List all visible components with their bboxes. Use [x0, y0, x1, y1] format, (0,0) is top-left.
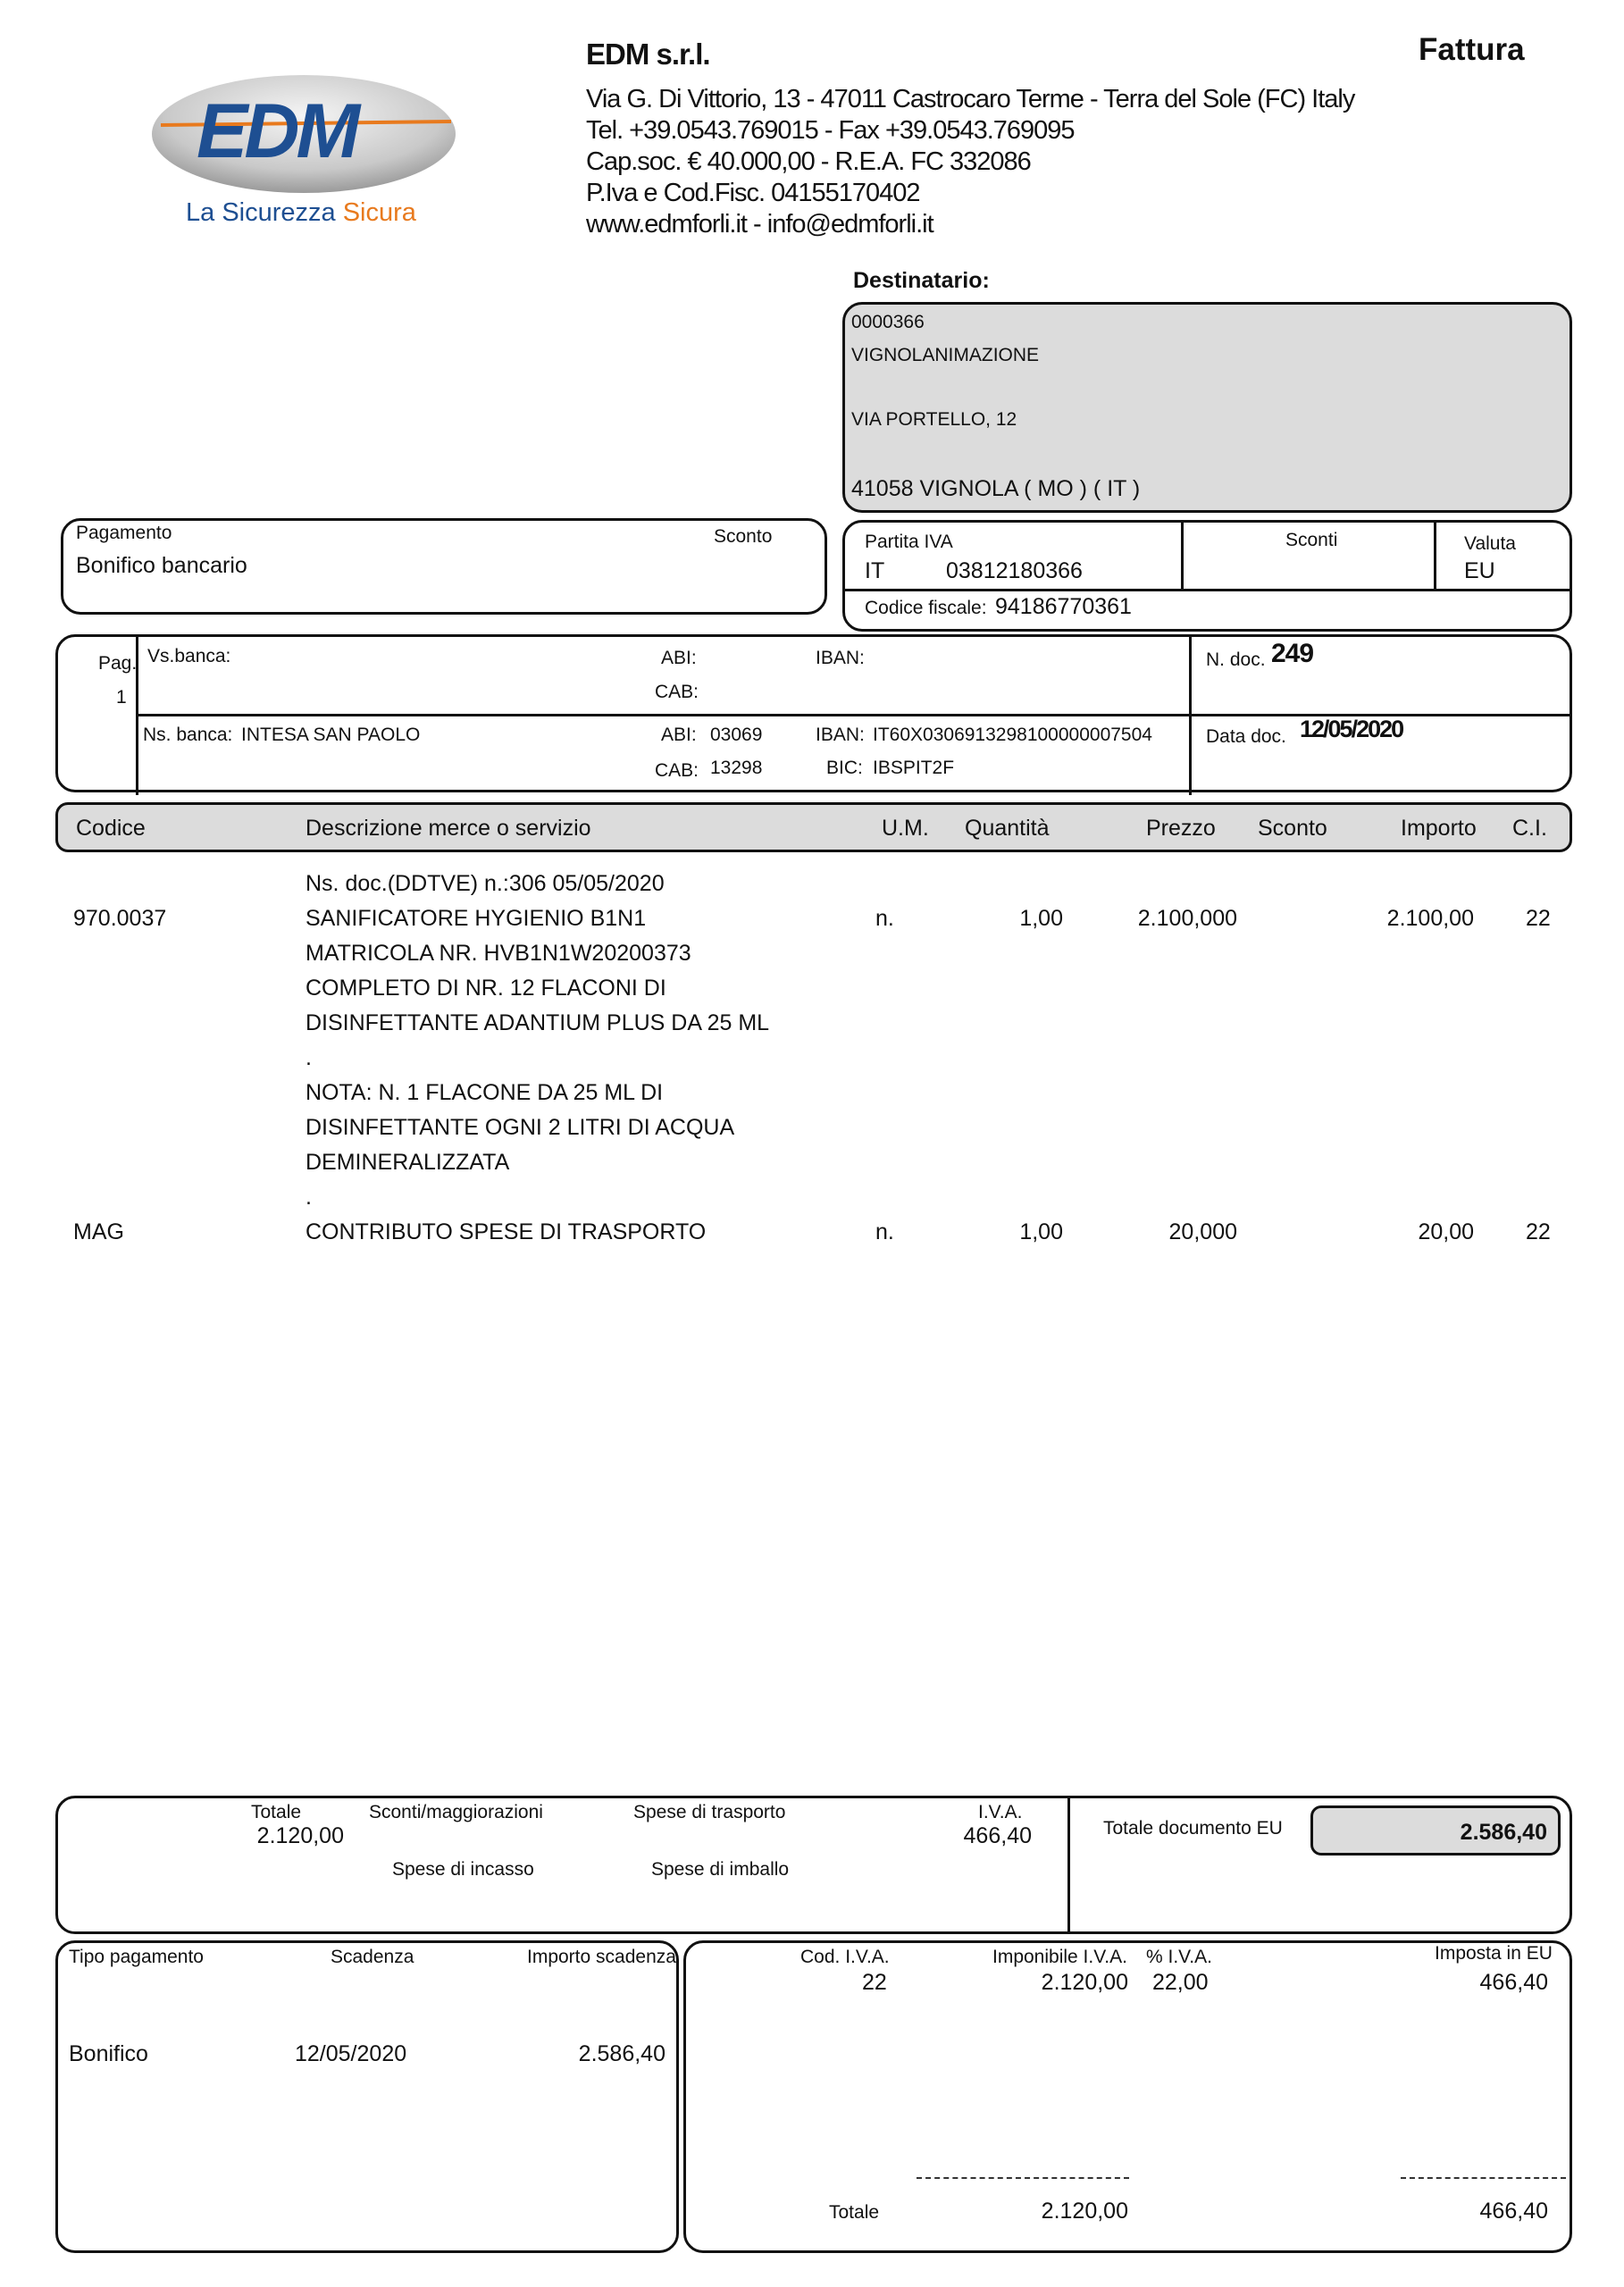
desc-line: NOTA: N. 1 FLACONE DA 25 ML DI	[306, 1080, 664, 1105]
recipient-label: Destinatario:	[853, 268, 990, 293]
payment-type: Bonifico	[69, 2041, 148, 2066]
vat-box	[842, 520, 1572, 632]
row-amount: 20,00	[1418, 1219, 1474, 1244]
recipient-city: 41058 VIGNOLA ( MO ) ( IT )	[851, 476, 1141, 501]
company-web: www.edmforli.it - info@edmforli.it	[586, 210, 933, 239]
totals-box	[55, 1796, 1572, 1934]
page-label: Pag.	[98, 653, 138, 674]
vat-total-value: 466,40	[963, 1823, 1032, 1848]
desc-line: SANIFICATORE HYGIENIO B1N1	[306, 906, 647, 931]
vs-abi-label: ABI:	[661, 648, 697, 668]
ns-iban-label: IBAN:	[816, 725, 865, 745]
desc-line: MATRICOLA NR. HVB1N1W20200373	[306, 941, 691, 966]
fiscal-code-label: Codice fiscale:	[865, 598, 987, 618]
vat-code-label: Cod. I.V.A.	[800, 1947, 890, 1967]
currency-label: Valuta	[1464, 533, 1516, 554]
due-date-label: Scadenza	[331, 1947, 414, 1967]
row-qty: 1,00	[1019, 906, 1063, 931]
ns-cab-label: CAB:	[655, 760, 699, 781]
row-qty: 1,00	[1019, 1219, 1063, 1244]
ns-bank-label: Ns. banca:	[143, 725, 233, 745]
ns-cab-value: 13298	[710, 758, 763, 778]
payment-value: Bonifico bancario	[76, 553, 247, 578]
row-code: 970.0037	[73, 906, 167, 931]
col-desc: Descrizione merce o servizio	[306, 816, 591, 841]
row-um: n.	[875, 1219, 894, 1244]
payment-label: Pagamento	[76, 523, 172, 543]
tax-value: 466,40	[1479, 1970, 1548, 1995]
recipient-address: VIA PORTELLO, 12	[851, 409, 1017, 430]
fiscal-code-value: 94186770361	[995, 594, 1132, 619]
due-amount: 2.586,40	[578, 2041, 666, 2066]
vat-pct-value: 22,00	[1152, 1970, 1209, 1995]
taxable-value: 2.120,00	[1041, 1970, 1128, 1995]
vat-country: IT	[865, 558, 885, 583]
row-vat-code: 22	[1526, 906, 1551, 931]
doc-date-label: Data doc.	[1206, 726, 1286, 747]
doc-total-box	[1310, 1805, 1561, 1856]
row-um: n.	[875, 906, 894, 931]
desc-line: DISINFETTANTE OGNI 2 LITRI DI ACQUA	[306, 1115, 735, 1140]
summary-total-taxable: 2.120,00	[1041, 2199, 1128, 2224]
desc-line: DISINFETTANTE ADANTIUM PLUS DA 25 ML	[306, 1010, 770, 1035]
bic-label: BIC:	[826, 758, 863, 778]
desc-line: DEMINERALIZZATA	[306, 1150, 510, 1175]
doc-number: 249	[1271, 639, 1314, 668]
desc-line: Ns. doc.(DDTVE) n.:306 05/05/2020	[306, 871, 665, 896]
ns-abi-label: ABI:	[661, 725, 697, 745]
currency-value: EU	[1464, 558, 1495, 583]
row-price: 20,000	[1168, 1219, 1237, 1244]
vs-bank-label: Vs.banca:	[147, 646, 231, 666]
vat-code: 22	[862, 1970, 887, 1995]
row-vat-code: 22	[1526, 1219, 1551, 1244]
row-amount: 2.100,00	[1386, 906, 1474, 931]
logo-tagline-part2: Sicura	[342, 198, 416, 227]
payment-type-label: Tipo pagamento	[69, 1947, 204, 1967]
due-date: 12/05/2020	[295, 2041, 407, 2066]
total-value: 2.120,00	[256, 1823, 344, 1848]
due-amount-label: Importo scadenza	[527, 1947, 676, 1967]
vat-total-label: I.V.A.	[978, 1802, 1023, 1822]
discounts-label: Sconti	[1285, 530, 1338, 550]
doc-total-label: Totale documento EU	[1103, 1818, 1283, 1839]
vs-cab-label: CAB:	[655, 682, 699, 702]
doc-date: 12/05/2020	[1300, 716, 1403, 742]
payment-discount-label: Sconto	[714, 526, 773, 547]
vat-label: Partita IVA	[865, 532, 953, 552]
col-price: Prezzo	[1146, 816, 1216, 841]
collection-label: Spese di incasso	[392, 1859, 534, 1880]
recipient-box	[842, 302, 1572, 513]
discounts-label: Sconti/maggiorazioni	[369, 1802, 543, 1822]
due-box	[55, 1940, 679, 2253]
tax-label: Imposta in EU	[1435, 1943, 1553, 1964]
col-discount: Sconto	[1258, 816, 1327, 841]
vat-number: 03812180366	[946, 558, 1083, 583]
transport-label: Spese di trasporto	[633, 1802, 786, 1822]
company-capital: Cap.soc. € 40.000,00 - R.E.A. FC 332086	[586, 147, 1031, 176]
company-address: Via G. Di Vittorio, 13 - 47011 Castrocaro Terme - Terra del Sole (FC) Italy	[586, 85, 1355, 113]
total-label: Totale	[251, 1802, 302, 1822]
ns-iban-value: IT60X0306913298100000007504	[873, 725, 1152, 745]
doc-number-label: N. doc.	[1206, 649, 1266, 670]
recipient-name: VIGNOLANIMAZIONE	[851, 345, 1040, 365]
company-name: EDM s.r.l.	[586, 38, 710, 71]
company-phone: Tel. +39.0543.769015 - Fax +39.0543.769095	[586, 116, 1075, 145]
ns-abi-value: 03069	[710, 725, 763, 745]
col-qty: Quantità	[965, 816, 1050, 841]
desc-line: COMPLETO DI NR. 12 FLACONI DI	[306, 976, 666, 1001]
desc-line: .	[306, 1185, 312, 1210]
row-price: 2.100,000	[1137, 906, 1237, 931]
payment-box	[61, 518, 827, 615]
logo-brand: EDM	[197, 88, 357, 174]
row-code: MAG	[73, 1219, 124, 1244]
logo-tagline-part1: La Sicurezza	[186, 198, 343, 227]
col-code: Codice	[76, 816, 146, 841]
logo-tagline	[186, 198, 416, 228]
doc-type: Fattura	[1419, 32, 1525, 67]
page-number: 1	[116, 687, 127, 708]
bic-value: IBSPIT2F	[873, 758, 955, 778]
recipient-code: 0000366	[851, 312, 925, 332]
doc-total-value: 2.586,40	[1460, 1820, 1547, 1845]
vat-summary-box	[683, 1940, 1572, 2253]
col-um: U.M.	[882, 816, 929, 841]
ns-bank-name: INTESA SAN PAOLO	[241, 725, 421, 745]
company-vat: P.Iva e Cod.Fisc. 04155170402	[586, 179, 920, 207]
col-amount: Importo	[1401, 816, 1477, 841]
summary-total-tax: 466,40	[1479, 2199, 1548, 2224]
col-vat-code: C.I.	[1512, 816, 1547, 841]
vat-pct-label: % I.V.A.	[1146, 1947, 1212, 1967]
bank-box	[55, 634, 1572, 792]
desc-line: CONTRIBUTO SPESE DI TRASPORTO	[306, 1219, 707, 1244]
packing-label: Spese di imballo	[651, 1859, 790, 1880]
desc-line: .	[306, 1045, 312, 1070]
taxable-label: Imponibile I.V.A.	[992, 1947, 1127, 1967]
summary-total-label: Totale	[829, 2202, 880, 2223]
vs-iban-label: IBAN:	[816, 648, 865, 668]
items-header	[55, 802, 1572, 852]
